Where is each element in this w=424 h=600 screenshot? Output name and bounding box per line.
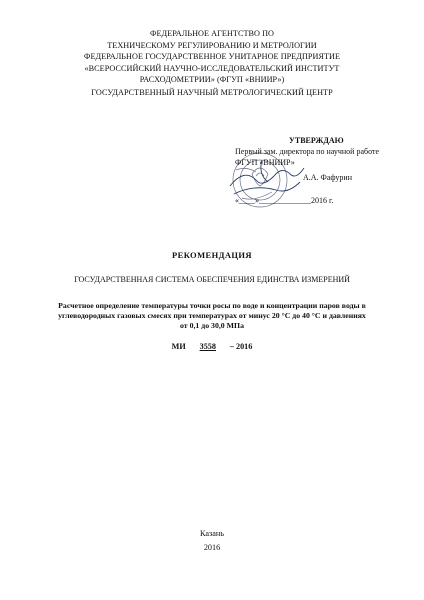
approval-position: Первый зам. директора по научной работе (235, 147, 380, 156)
approval-organization: ФГУП «ВНИИР» (235, 158, 295, 167)
footer-city: Казань (200, 529, 224, 538)
header-line-4: «ВСЕРОССИЙСКИЙ НАУЧНО-ИССЛЕДОВАТЕЛЬСКИЙ ИНСТИТУТ (84, 63, 340, 73)
approval-date: «____»_____________2016 г. (235, 196, 334, 205)
header-line-5: РАСХОДОМЕТРИИ» (ФГУП «ВНИИР») (139, 75, 285, 85)
document-title-line-1: Расчетное определение температуры точки росы по воде и концентрации паров воды в (58, 301, 366, 310)
document-title (46, 301, 378, 330)
document-system: ГОСУДАРСТВЕННАЯ СИСТЕМА ОБЕСПЕЧЕНИЯ ЕДИНСТВА ИЗМЕРЕНИЙ (74, 275, 350, 284)
organization-header (60, 28, 364, 99)
document-number-value: 3558 (199, 342, 216, 351)
approval-signatory: А.А. Фафурин (303, 173, 352, 182)
document-number (0, 342, 424, 351)
document-number-prefix: МИ (171, 342, 186, 351)
document-title-line-2: углеводородных газовых смесях при температурах от минус 20 °С до 40 °С и давлениях (58, 310, 366, 320)
header-line-1: ФЕДЕРАЛЬНОЕ АГЕНТСТВО ПО (149, 29, 275, 38)
header-line-2: ТЕХНИЧЕСКОМУ РЕГУЛИРОВАНИЮ И МЕТРОЛОГИИ (107, 40, 317, 50)
document-type: РЕКОМЕНДАЦИЯ (172, 250, 252, 260)
header-line-6: ГОСУДАРСТВЕННЫЙ НАУЧНЫЙ МЕТРОЛОГИЧЕСКИЙ ЦЕНТР (91, 87, 333, 97)
document-number-suffix: – 2016 (229, 342, 253, 351)
document-title-line-3: от 0,1 до 30,0 МПа (180, 320, 244, 330)
approval-title: УТВЕРЖДАЮ (289, 136, 344, 145)
footer-year: 2016 (203, 543, 221, 552)
header-line-3: ФЕДЕРАЛЬНОЕ ГОСУДАРСТВЕННОЕ УНИТАРНОЕ ПРЕДПРИЯТИЕ (83, 52, 341, 62)
